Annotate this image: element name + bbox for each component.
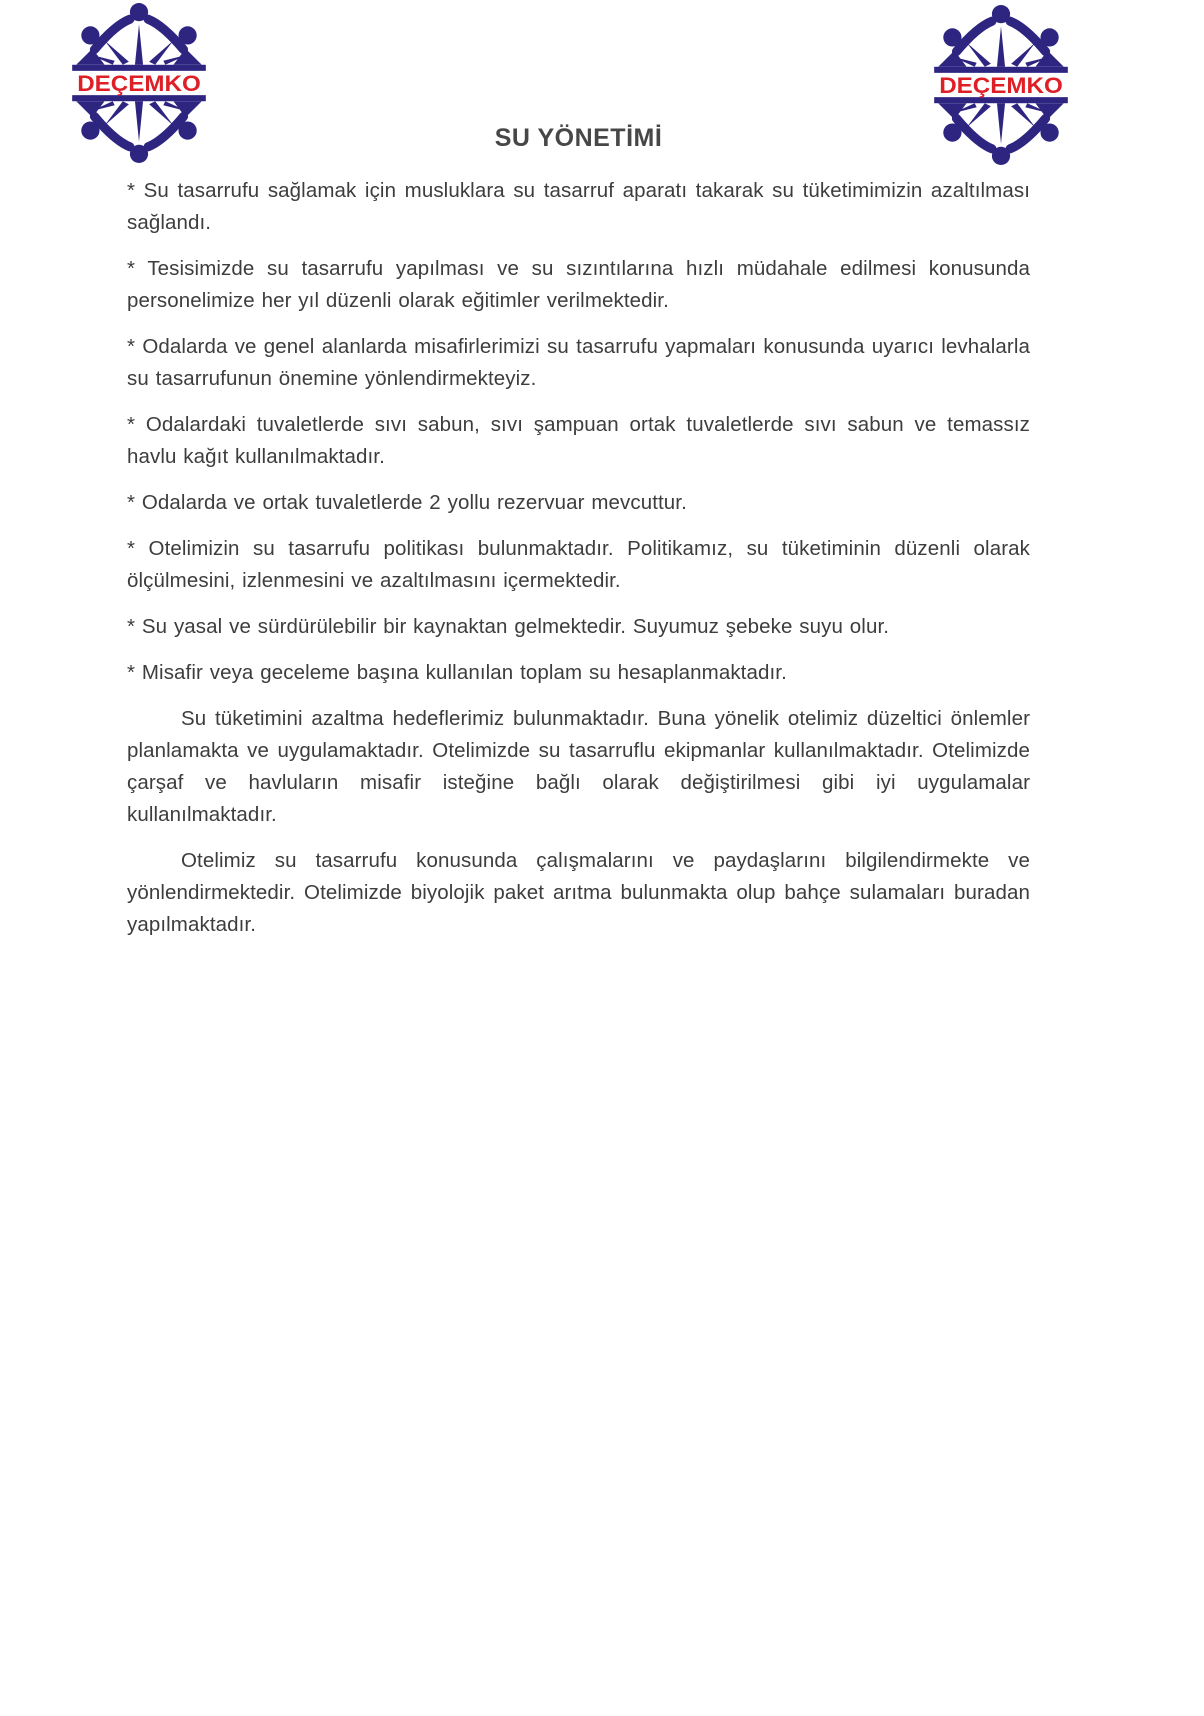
paragraph-9: Su tüketimini azaltma hedeflerimiz bulunmaktadır. Buna yönelik otelimiz düzeltici önlemler planlamakta ve uygulamaktadır. Otelimizde su tasarruflu ekipmanlar kullanılmaktadır. Otelimizde çarşaf ve havluların misafir isteğine bağlı olarak değiştirilmesi gibi iyi uygulamalar kullanılmaktadır. (127, 707, 1030, 826)
paragraph-5: * Odalarda ve ortak tuvaletlerde 2 yollu rezervuar mevcuttur. (127, 491, 687, 514)
paragraph-1: * Su tasarrufu sağlamak için musluklara su tasarruf aparatı takarak su tüketimimizin azaltılması sağlandı. (127, 179, 1030, 234)
paragraph-6: * Otelimizin su tasarrufu politikası bulunmaktadır. Politikamız, su tüketiminin düzenli olarak ölçülmesini, izlenmesini ve azaltılmasını içermektedir. (127, 537, 1030, 592)
logo-wordmark-text: DEÇEMKO (77, 71, 201, 97)
paragraph-4: * Odalardaki tuvaletlerde sıvı sabun, sıvı şampuan ortak tuvaletlerde sıvı sabun ve temassız havlu kağıt kullanılmaktadır. (127, 413, 1030, 468)
page-title: SU YÖNETİMİ (494, 124, 663, 152)
document-body (127, 124, 1030, 955)
paragraph-7: * Su yasal ve sürdürülebilir bir kaynaktan gelmektedir. Suyumuz şebeke suyu olur. (127, 615, 890, 638)
paragraph-2: * Tesisimizde su tasarrufu yapılması ve su sızıntılarına hızlı müdahale edilmesi konusunda personelimize her yıl düzenli olarak eğitimler verilmektedir. (127, 257, 1030, 312)
logo-wordmark-text: DEÇEMKO (939, 73, 1063, 99)
paragraph-10: Otelimiz su tasarrufu konusunda çalışmalarını ve paydaşlarını bilgilendirmekte ve yönlendirmektedir. Otelimizde biyolojik paket arıtma bulunmakta olup bahçe sulamaları buradan yapılmaktadır. (127, 849, 1030, 936)
paragraph-3: * Odalarda ve genel alanlarda misafirlerimizi su tasarrufu yapmaları konusunda uyarıcı levhalarla su tasarrufunun önemine yönlendirmekteyiz. (127, 335, 1030, 390)
paragraph-8: * Misafir veya geceleme başına kullanılan toplam su hesaplanmaktadır. (127, 661, 787, 684)
